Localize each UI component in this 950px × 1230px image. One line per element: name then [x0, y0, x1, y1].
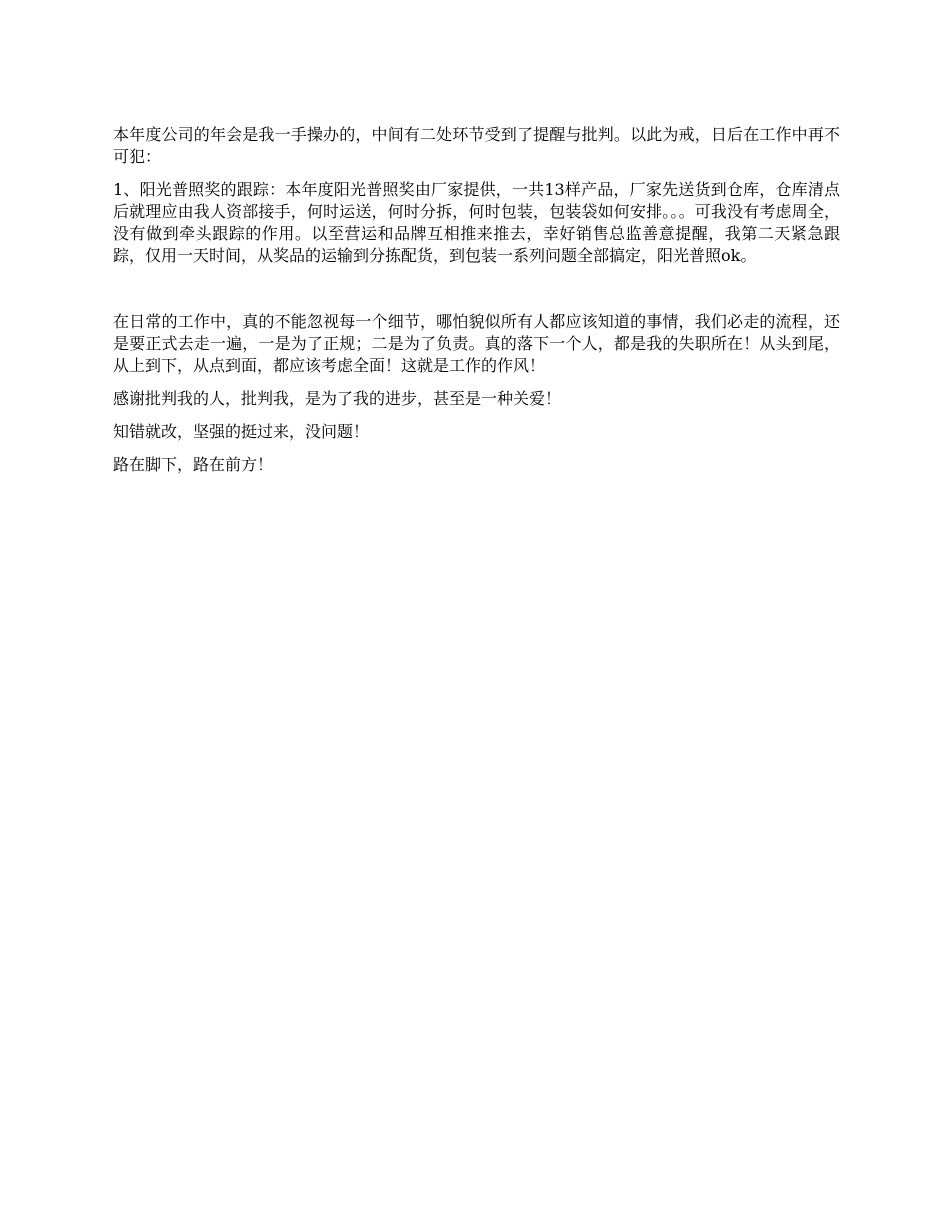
paragraph-thanks: 感谢批判我的人，批判我，是为了我的进步，甚至是一种关爱！ [113, 389, 562, 408]
paragraph-closing: 路在脚下，路在前方！ [113, 455, 274, 474]
paragraph-item-1: 1、阳光普照奖的跟踪：本年度阳光普照奖由厂家提供，一共13样产品，厂家先送货到仓库，仓库清点后就理应由我人资部接手，何时运送，何时分拆，何时包装，包装袋如何安排。。。可我没有考虑周全，没有做到牵头跟踪的作用。以至营运和品牌互相推来推去，幸好销售总监善意提醒，我第二天紧急跟踪，仅用一天时间，从奖品的运输到分拣配货，到包装一系列问题全部搞定，阳光普照ok。 [113, 180, 840, 265]
blank-line [113, 278, 840, 311]
paragraph-reflection: 在日常的工作中，真的不能忽视每一个细节，哪怕貌似所有人都应该知道的事情，我们必走的流程，还是要正式去走一遍，一是为了正规；二是为了负责。真的落下一个人，都是我的失职所在！从头到尾，从上到下，从点到面，都应该考虑全面！这就是工作的作风！ [113, 312, 840, 375]
paragraph-resolve: 知错就改，坚强的挺过来，没问题！ [113, 422, 370, 441]
document-body [113, 124, 840, 487]
paragraph-intro: 本年度公司的年会是我一手操办的，中间有二处环节受到了提醒与批判。以此为戒，日后在工作中再不可犯： [113, 125, 840, 166]
